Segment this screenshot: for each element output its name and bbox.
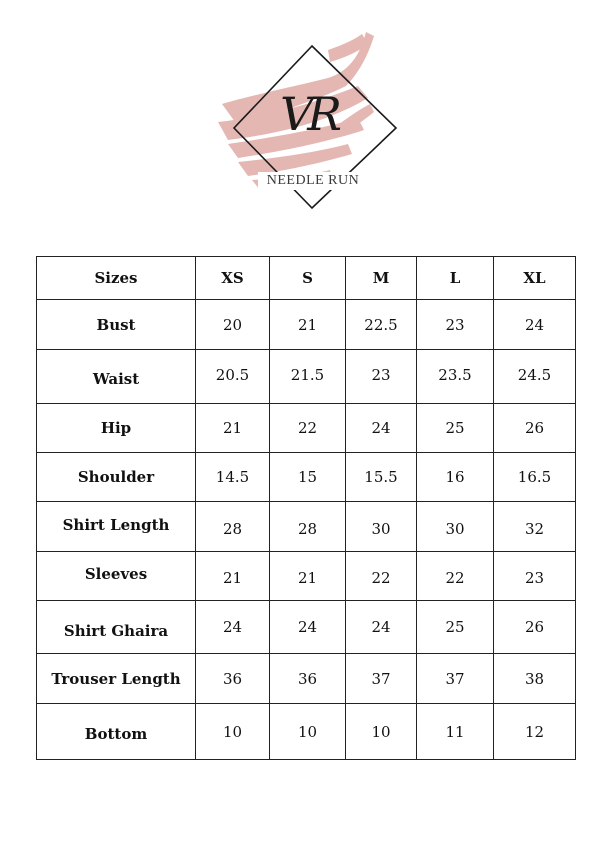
brand-name: NEEDLE RUN — [258, 172, 368, 190]
table-cell: 25 — [417, 601, 494, 654]
table-row — [37, 453, 576, 502]
header-row — [37, 257, 576, 300]
table-row — [37, 601, 576, 654]
table-cell: 21.5 — [270, 350, 346, 404]
table-cell: 26 — [494, 404, 576, 453]
table-cell: 23.5 — [417, 350, 494, 404]
table-row — [37, 654, 576, 704]
table-row — [37, 300, 576, 350]
table-cell: 23 — [494, 552, 576, 601]
table-cell: 38 — [494, 654, 576, 704]
table-cell: 10 — [346, 704, 417, 760]
row-label: Bottom — [37, 704, 196, 760]
table-cell: 15 — [270, 453, 346, 502]
table-cell: 37 — [417, 654, 494, 704]
table-cell: 24 — [270, 601, 346, 654]
table-cell: 10 — [196, 704, 270, 760]
table-cell: 36 — [270, 654, 346, 704]
table-cell: 21 — [270, 552, 346, 601]
table-cell: 16.5 — [494, 453, 576, 502]
header-xl: XL — [494, 257, 576, 300]
table-cell: 28 — [196, 502, 270, 552]
table-row — [37, 502, 576, 552]
table-cell: 22 — [417, 552, 494, 601]
table-cell: 21 — [196, 552, 270, 601]
logo-monogram: VR — [280, 87, 336, 141]
row-label: Shirt Ghaira — [37, 601, 196, 654]
table-cell: 37 — [346, 654, 417, 704]
row-label: Trouser Length — [37, 654, 196, 704]
table-cell: 30 — [417, 502, 494, 552]
table-cell: 10 — [270, 704, 346, 760]
table-row — [37, 350, 576, 404]
header-sizes: Sizes — [37, 257, 196, 300]
table-cell: 23 — [417, 300, 494, 350]
table-cell: 15.5 — [346, 453, 417, 502]
row-label: Bust — [37, 300, 196, 350]
table-cell: 21 — [270, 300, 346, 350]
table-cell: 11 — [417, 704, 494, 760]
table-cell: 16 — [417, 453, 494, 502]
row-label: Waist — [37, 350, 196, 404]
header-xs: XS — [196, 257, 270, 300]
table-cell: 32 — [494, 502, 576, 552]
row-label: Shirt Length — [37, 502, 196, 552]
table-row — [37, 404, 576, 453]
table-cell: 24 — [196, 601, 270, 654]
table-cell: 23 — [346, 350, 417, 404]
size-chart-table — [36, 256, 576, 760]
table-cell: 24 — [494, 300, 576, 350]
table-cell: 20 — [196, 300, 270, 350]
table-cell: 22 — [346, 552, 417, 601]
table-row — [37, 552, 576, 601]
table-cell: 20.5 — [196, 350, 270, 404]
table-cell: 14.5 — [196, 453, 270, 502]
brand-logo — [208, 26, 408, 216]
table-cell: 25 — [417, 404, 494, 453]
table-row — [37, 704, 576, 760]
table-cell: 22 — [270, 404, 346, 453]
row-label: Shoulder — [37, 453, 196, 502]
table-cell: 36 — [196, 654, 270, 704]
header-l: L — [417, 257, 494, 300]
row-label: Sleeves — [37, 552, 196, 601]
table-cell: 24 — [346, 601, 417, 654]
header-s: S — [270, 257, 346, 300]
table-cell: 24.5 — [494, 350, 576, 404]
table-cell: 22.5 — [346, 300, 417, 350]
table-cell: 24 — [346, 404, 417, 453]
table-cell: 30 — [346, 502, 417, 552]
table-cell: 12 — [494, 704, 576, 760]
table-cell: 26 — [494, 601, 576, 654]
header-m: M — [346, 257, 417, 300]
table-cell: 21 — [196, 404, 270, 453]
row-label: Hip — [37, 404, 196, 453]
table-cell: 28 — [270, 502, 346, 552]
